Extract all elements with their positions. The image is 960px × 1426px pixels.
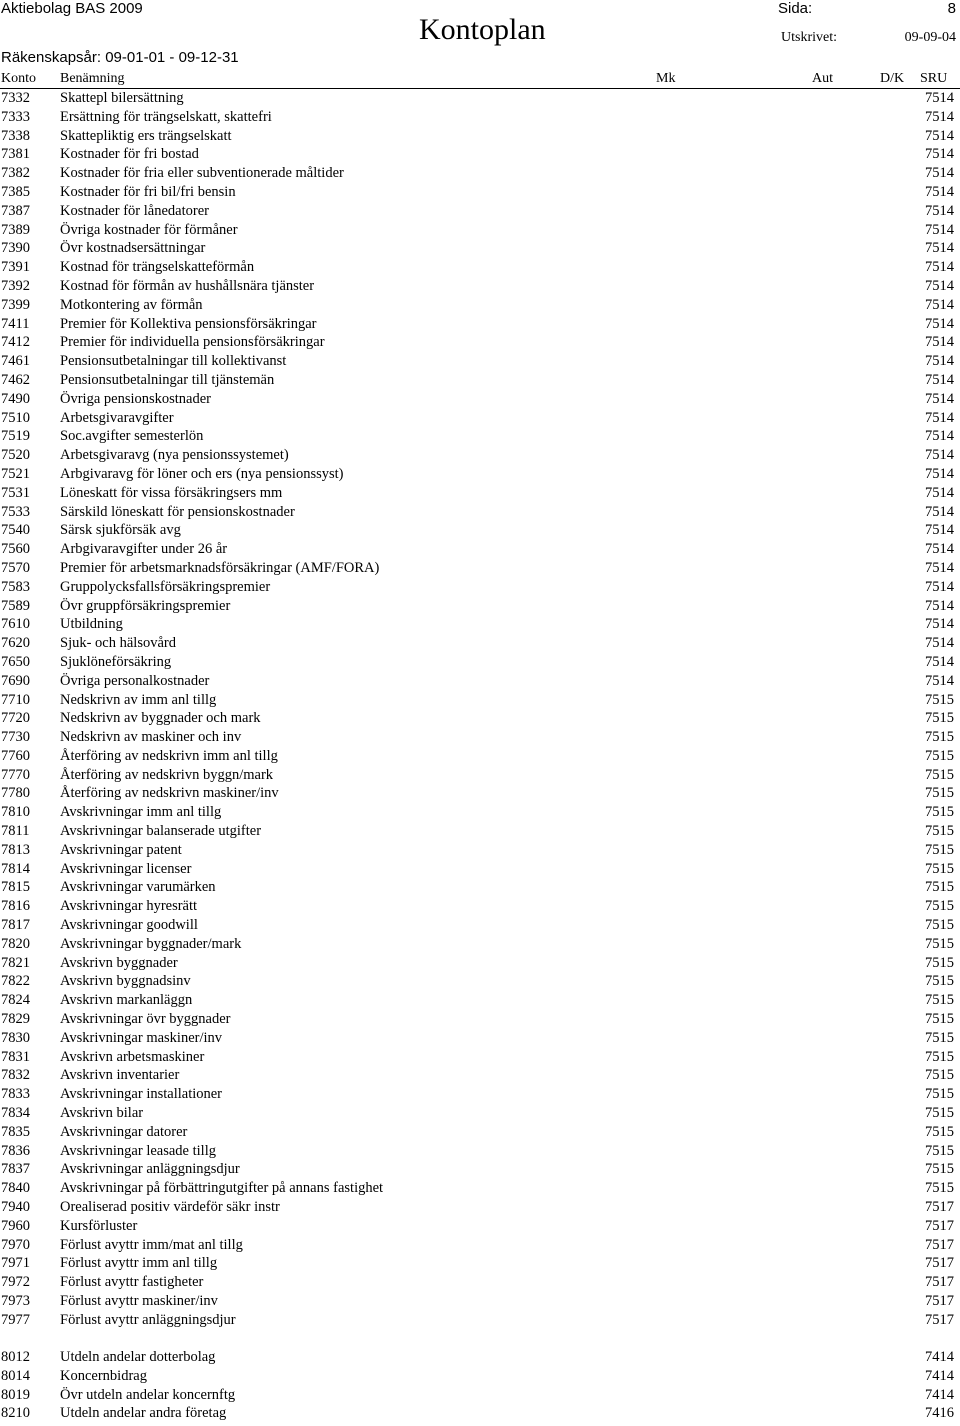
sru-code: 7515 [925, 917, 954, 934]
account-number: 7490 [1, 390, 30, 407]
table-row [0, 1311, 960, 1330]
account-number: 7610 [1, 616, 30, 633]
account-number: 7810 [1, 804, 30, 821]
account-number: 7461 [1, 353, 30, 370]
table-row [0, 822, 960, 841]
sru-code: 7514 [925, 428, 954, 445]
account-number: 7411 [1, 315, 30, 332]
account-number: 7333 [1, 108, 30, 125]
account-number: 7973 [1, 1293, 30, 1309]
table-row [0, 991, 960, 1010]
sru-code: 7514 [925, 597, 954, 614]
table-row [0, 503, 960, 522]
sru-code: 7515 [925, 710, 954, 727]
account-name: Avskrivningar licenser [60, 860, 192, 877]
table-row [0, 1010, 960, 1029]
column-header-dk: D/K [880, 71, 905, 86]
sru-code: 7517 [925, 1311, 954, 1328]
sru-code: 7515 [925, 804, 954, 821]
account-name: Kostnader för fri bostad [60, 146, 199, 163]
sru-code: 7414 [925, 1349, 954, 1365]
sru-code: 7515 [925, 1180, 954, 1197]
table-row [0, 221, 960, 240]
sru-code: 7514 [925, 447, 954, 464]
account-number: 7817 [1, 917, 30, 934]
account-number: 7830 [1, 1029, 30, 1046]
account-name: Avskrivningar byggnader/mark [60, 935, 242, 952]
column-header-aut: Aut [812, 71, 833, 86]
sru-code: 7514 [925, 165, 954, 182]
account-name: Utbildning [60, 616, 123, 633]
sru-code: 7514 [925, 635, 954, 652]
sru-code: 7515 [925, 973, 954, 990]
sru-code: 7515 [925, 841, 954, 858]
account-number: 7389 [1, 221, 30, 238]
table-row [0, 1367, 960, 1386]
table-row [0, 145, 960, 164]
table-row [0, 183, 960, 202]
table-row [0, 1386, 960, 1405]
account-name: Koncernbidrag [60, 1367, 147, 1384]
table-row [0, 935, 960, 954]
account-number: 7829 [1, 1011, 30, 1028]
account-number: 7835 [1, 1123, 30, 1140]
account-name: Arbetsgivaravg (nya pensionssystemet) [60, 447, 289, 464]
account-name: Löneskatt för vissa försäkringsers mm [60, 484, 283, 501]
account-number: 8012 [1, 1349, 30, 1365]
account-name: Arbetsgivaravgifter [60, 409, 174, 426]
table-row [0, 860, 960, 879]
table-row [0, 954, 960, 973]
account-number: 7971 [1, 1255, 30, 1272]
account-number: 7589 [1, 597, 30, 614]
sru-code: 7514 [925, 221, 954, 238]
account-number: 7381 [1, 146, 30, 163]
account-name: Kostnader för fri bil/fri bensin [60, 183, 236, 200]
table-row [0, 371, 960, 390]
account-name: Pensionsutbetalningar till tjänstemän [60, 371, 275, 388]
account-name: Avskrivningar på förbättringutgifter på annans fastighet [60, 1180, 384, 1197]
account-number: 7820 [1, 935, 30, 952]
table-row [0, 446, 960, 465]
column-header-konto: Konto [1, 71, 36, 86]
table-row [0, 1179, 960, 1198]
account-number: 7412 [1, 334, 30, 351]
account-name: Avskrivningar leasade tillg [60, 1142, 216, 1159]
sru-code: 7514 [925, 127, 954, 144]
table-row [0, 1198, 960, 1217]
table-row [0, 484, 960, 503]
account-name: Kursförluster [60, 1217, 138, 1234]
column-header-mk: Mk [656, 71, 676, 86]
table-row [0, 258, 960, 277]
account-number: 7834 [1, 1105, 30, 1122]
account-name: Återföring av nedskrivn maskiner/inv [60, 785, 279, 802]
sru-code: 7517 [925, 1236, 954, 1253]
account-name: Avskrivn byggnadsinv [60, 973, 191, 990]
account-number: 7690 [1, 672, 30, 689]
sru-code: 7515 [925, 747, 954, 764]
sru-code: 7514 [925, 616, 954, 633]
account-number: 7390 [1, 240, 30, 257]
sru-code: 7515 [925, 1048, 954, 1065]
table-row [0, 672, 960, 691]
table-row [0, 1236, 960, 1255]
sru-code: 7517 [925, 1217, 954, 1234]
account-number: 7815 [1, 879, 30, 896]
table-row [0, 352, 960, 371]
account-number: 7836 [1, 1142, 30, 1159]
account-number: 8019 [1, 1386, 30, 1403]
account-name: Övr gruppförsäkringspremier [60, 597, 231, 614]
sru-code: 7515 [925, 1142, 954, 1159]
sru-code: 7514 [925, 371, 954, 388]
table-row [0, 89, 960, 108]
sru-code: 7515 [925, 729, 954, 746]
account-name: Förlust avyttr imm/mat anl tillg [60, 1236, 243, 1253]
sru-code: 7514 [925, 484, 954, 501]
sru-code: 7515 [925, 1086, 954, 1103]
account-number: 7730 [1, 729, 30, 746]
account-name: Kostnad för förmån av hushållsnära tjänster [60, 277, 315, 294]
table-row [0, 1104, 960, 1123]
sru-code: 7515 [925, 898, 954, 915]
sru-code: 7515 [925, 992, 954, 1009]
printed-date: 09-09-04 [904, 30, 956, 45]
account-name: Avskrivn bilar [60, 1105, 144, 1122]
account-number: 7940 [1, 1199, 30, 1216]
table-row [0, 277, 960, 296]
account-number: 7510 [1, 409, 30, 426]
account-number: 7531 [1, 484, 30, 501]
account-name: Avskrivningar installationer [60, 1086, 223, 1103]
account-number: 7832 [1, 1067, 30, 1084]
table-row [0, 766, 960, 785]
sru-code: 7514 [925, 409, 954, 426]
table-row [0, 127, 960, 146]
sru-code: 7515 [925, 1105, 954, 1122]
sru-code: 7515 [925, 1029, 954, 1046]
account-number: 7833 [1, 1086, 30, 1103]
page-number: 8 [947, 0, 956, 17]
sru-code: 7515 [925, 691, 954, 708]
account-number: 7977 [1, 1311, 30, 1328]
account-name: Orealiserad positiv värdeför säkr instr [60, 1199, 280, 1216]
table-row [0, 784, 960, 803]
table-row [0, 747, 960, 766]
sru-code: 7515 [925, 766, 954, 783]
sru-code: 7514 [925, 183, 954, 200]
table-row [0, 1273, 960, 1292]
sru-code: 7514 [925, 672, 954, 689]
table-row [0, 1066, 960, 1085]
table-row [0, 521, 960, 540]
account-name: Skattepl bilersättning [60, 90, 184, 106]
sru-code: 7514 [925, 240, 954, 257]
account-number: 7560 [1, 541, 30, 558]
sru-code: 7515 [925, 785, 954, 802]
account-number: 7462 [1, 371, 30, 388]
account-name: Förlust avyttr imm anl tillg [60, 1255, 218, 1272]
table-row [0, 972, 960, 991]
account-number: 7760 [1, 747, 30, 764]
sru-code: 7514 [925, 465, 954, 482]
account-name: Avskrivn markanläggn [60, 992, 193, 1009]
table-row [0, 1142, 960, 1161]
table-row [0, 803, 960, 822]
sru-code: 7515 [925, 935, 954, 952]
account-name: Motkontering av förmån [60, 296, 203, 313]
page-title: Kontoplan [419, 13, 546, 46]
table-row [0, 108, 960, 127]
account-name: Övr kostnadsersättningar [60, 240, 206, 257]
sru-code: 7515 [925, 954, 954, 971]
account-name: Premier för Kollektiva pensionsförsäkringar [60, 315, 317, 332]
sru-code: 7514 [925, 353, 954, 370]
table-row [0, 315, 960, 334]
table-row [0, 597, 960, 616]
table-row [0, 578, 960, 597]
fiscal-period: Räkenskapsår: 09-01-01 - 09-12-31 [1, 49, 239, 66]
table-row [0, 897, 960, 916]
sru-code: 7514 [925, 390, 954, 407]
table-row [0, 1085, 960, 1104]
account-number: 7811 [1, 823, 30, 840]
account-name: Avskrivn arbetsmaskiner [60, 1048, 205, 1065]
sru-code: 7514 [925, 334, 954, 351]
table-row [0, 653, 960, 672]
sru-code: 7514 [925, 259, 954, 276]
account-list [0, 89, 960, 1330]
table-row [0, 390, 960, 409]
sru-code: 7514 [925, 503, 954, 520]
account-name: Avskrivningar balanserade utgifter [60, 823, 262, 840]
sru-code: 7514 [925, 202, 954, 219]
table-row [0, 728, 960, 747]
table-row [0, 1160, 960, 1179]
account-number: 7780 [1, 785, 30, 802]
sru-code: 7515 [925, 1123, 954, 1140]
account-name: Övriga personalkostnader [60, 672, 210, 689]
account-number: 7338 [1, 127, 30, 144]
account-name: Nedskrivn av byggnader och mark [60, 710, 261, 727]
account-name: Avskrivningar patent [60, 841, 182, 858]
account-number: 8210 [1, 1405, 30, 1422]
account-number: 7519 [1, 428, 30, 445]
account-name: Avskrivn inventarier [60, 1067, 180, 1084]
account-number: 7520 [1, 447, 30, 464]
sru-code: 7514 [925, 578, 954, 595]
account-name: Skattepliktig ers trängselskatt [60, 127, 232, 144]
account-number: 7710 [1, 691, 30, 708]
account-name: Övriga pensionskostnader [60, 390, 212, 407]
account-number: 7822 [1, 973, 30, 990]
sru-code: 7517 [925, 1255, 954, 1272]
account-name: Avskrivningar anläggningsdjur [60, 1161, 240, 1178]
sru-code: 7414 [925, 1386, 954, 1403]
table-row [0, 559, 960, 578]
account-number: 7391 [1, 259, 30, 276]
account-number: 8014 [1, 1367, 30, 1384]
table-row [0, 1254, 960, 1273]
table-row [0, 709, 960, 728]
table-row [0, 691, 960, 710]
table-row [0, 1348, 960, 1367]
sru-code: 7514 [925, 559, 954, 576]
sru-code: 7514 [925, 90, 954, 106]
sru-code: 7514 [925, 653, 954, 670]
table-row [0, 1048, 960, 1067]
account-name: Gruppolycksfallsförsäkringspremier [60, 578, 271, 595]
account-number: 7814 [1, 860, 30, 877]
account-number: 7650 [1, 653, 30, 670]
account-name: Soc.avgifter semesterlön [60, 428, 204, 445]
account-name: Återföring av nedskrivn imm anl tillg [60, 747, 278, 764]
account-number: 7970 [1, 1236, 30, 1253]
account-name: Avskrivningar goodwill [60, 917, 198, 934]
sru-code: 7414 [925, 1367, 954, 1384]
table-row [0, 1029, 960, 1048]
sru-code: 7416 [925, 1405, 954, 1422]
account-list-group2 [0, 1348, 960, 1423]
account-name: Särskild löneskatt för pensionskostnader [60, 503, 295, 520]
sru-code: 7514 [925, 541, 954, 558]
table-row [0, 333, 960, 352]
account-number: 7972 [1, 1274, 30, 1291]
sru-code: 7514 [925, 522, 954, 539]
account-number: 7770 [1, 766, 30, 783]
account-name: Sjuk- och hälsovård [60, 635, 176, 652]
account-number: 7521 [1, 465, 30, 482]
printed-label: Utskrivet: [781, 30, 837, 45]
account-number: 7620 [1, 635, 30, 652]
table-row [0, 296, 960, 315]
account-name: Avskrivn byggnader [60, 954, 178, 971]
account-name: Avskrivningar maskiner/inv [60, 1029, 223, 1046]
account-name: Utdeln andelar dotterbolag [60, 1349, 216, 1365]
account-name: Återföring av nedskrivn byggn/mark [60, 766, 274, 783]
account-number: 7385 [1, 183, 30, 200]
account-number: 7824 [1, 992, 30, 1009]
account-number: 7821 [1, 954, 30, 971]
table-row [0, 164, 960, 183]
account-name: Förlust avyttr fastigheter [60, 1274, 204, 1291]
column-header-sru: SRU [920, 71, 948, 86]
account-name: Nedskrivn av maskiner och inv [60, 729, 242, 746]
sru-code: 7514 [925, 146, 954, 163]
table-row [0, 916, 960, 935]
column-header-benamning: Benämning [60, 71, 125, 86]
table-row [0, 878, 960, 897]
account-number: 7533 [1, 503, 30, 520]
account-number: 7392 [1, 277, 30, 294]
table-row [0, 1404, 960, 1423]
account-name: Avskrivningar datorer [60, 1123, 188, 1140]
table-row [0, 841, 960, 860]
table-row [0, 615, 960, 634]
account-name: Avskrivningar övr byggnader [60, 1011, 231, 1028]
sru-code: 7514 [925, 277, 954, 294]
account-name: Avskrivningar varumärken [60, 879, 216, 896]
table-row [0, 239, 960, 258]
account-name: Utdeln andelar andra företag [60, 1405, 227, 1422]
account-name: Förlust avyttr maskiner/inv [60, 1293, 218, 1309]
account-name: Pensionsutbetalningar till kollektivanst [60, 353, 287, 370]
sru-code: 7515 [925, 860, 954, 877]
company-name: Aktiebolag BAS 2009 [1, 0, 143, 17]
sru-code: 7517 [925, 1293, 954, 1309]
sru-code: 7515 [925, 823, 954, 840]
account-number: 7387 [1, 202, 30, 219]
table-row [0, 1217, 960, 1236]
account-name: Nedskrivn av imm anl tillg [60, 691, 217, 708]
table-row [0, 1292, 960, 1311]
account-number: 7813 [1, 841, 30, 858]
account-name: Arbgivaravg för löner och ers (nya pensionssyst) [60, 465, 344, 482]
sru-code: 7515 [925, 879, 954, 896]
account-name: Ersättning för trängselskatt, skattefri [60, 108, 272, 125]
table-row [0, 202, 960, 221]
account-name: Kostnader för fria eller subventionerade måltider [60, 165, 344, 182]
account-number: 7399 [1, 296, 30, 313]
account-name: Sjuklöneförsäkring [60, 653, 172, 670]
sru-code: 7515 [925, 1161, 954, 1178]
account-number: 7960 [1, 1217, 30, 1234]
account-number: 7831 [1, 1048, 30, 1065]
account-name: Förlust avyttr anläggningsdjur [60, 1311, 236, 1328]
account-number: 7720 [1, 710, 30, 727]
sru-code: 7517 [925, 1199, 954, 1216]
account-name: Avskrivningar hyresrätt [60, 898, 198, 915]
account-name: Premier för arbetsmarknadsförsäkringar (AMF/FORA) [60, 559, 380, 576]
sru-code: 7514 [925, 296, 954, 313]
account-name: Övriga kostnader för förmåner [60, 221, 238, 238]
sru-code: 7515 [925, 1067, 954, 1084]
sru-code: 7517 [925, 1274, 954, 1291]
account-name: Kostnad för trängselskatteförmån [60, 259, 255, 276]
account-name: Övr utdeln andelar koncernftg [60, 1386, 236, 1403]
sru-code: 7514 [925, 108, 954, 125]
sru-code: 7515 [925, 1011, 954, 1028]
account-name: Kostnader för lånedatorer [60, 202, 209, 219]
account-number: 7816 [1, 898, 30, 915]
table-row [0, 540, 960, 559]
account-number: 7540 [1, 522, 30, 539]
table-row [0, 465, 960, 484]
table-row [0, 1123, 960, 1142]
account-name: Premier för individuella pensionsförsäkringar [60, 334, 325, 351]
table-row [0, 409, 960, 428]
account-name: Avskrivningar imm anl tillg [60, 804, 222, 821]
table-row [0, 427, 960, 446]
account-name: Särsk sjukförsäk avg [60, 522, 181, 539]
account-number: 7837 [1, 1161, 30, 1178]
account-number: 7840 [1, 1180, 30, 1197]
table-row [0, 634, 960, 653]
page-label: Sida: [778, 0, 813, 17]
account-number: 7332 [1, 90, 30, 106]
account-number: 7570 [1, 559, 30, 576]
account-number: 7382 [1, 165, 30, 182]
account-name: Arbgivaravgifter under 26 år [60, 541, 228, 558]
account-number: 7583 [1, 578, 30, 595]
sru-code: 7514 [925, 315, 954, 332]
